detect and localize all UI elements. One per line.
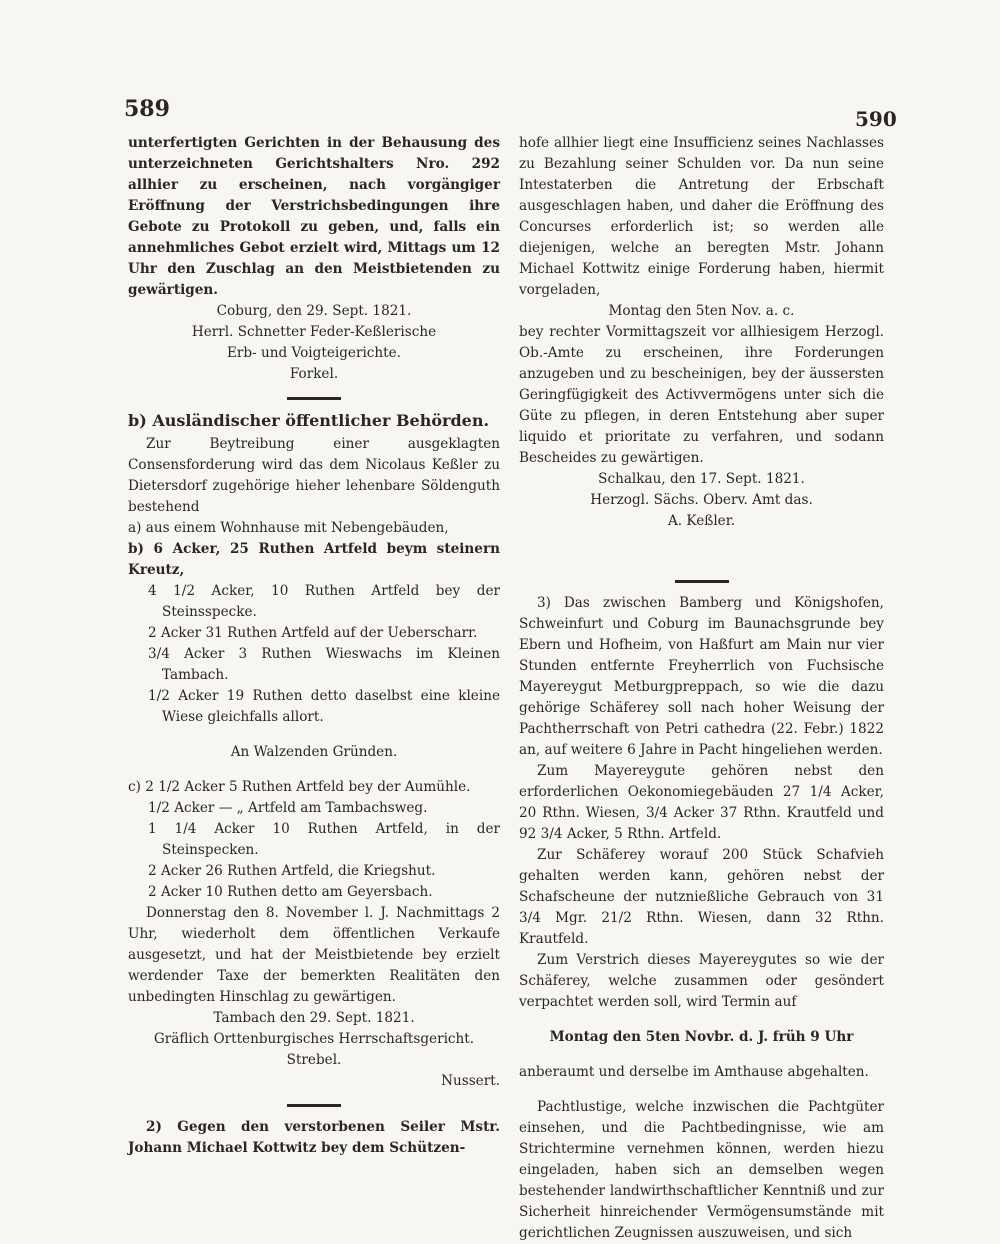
list-item: 1/2 Acker — „ Artfeld am Tambachsweg. [148, 800, 428, 816]
signature-name: Forkel. [289, 366, 339, 382]
subheading: An Walzenden Gründen. [230, 744, 398, 760]
signature-name: Strebel. [286, 1052, 342, 1068]
list-item: 4 1/2 Acker, 10 Ruthen Artfeld bey der Steinsspecke. [148, 583, 500, 620]
notice-paragraph: anberaumt und derselbe im Amthause abgehalten. [519, 1064, 869, 1080]
notice-paragraph: 2) Gegen den verstorbenen Seiler Mstr. Johann Michael Kottwitz bey dem Schützen- [128, 1119, 500, 1156]
right-column [519, 133, 884, 1244]
section-divider [287, 397, 341, 400]
page-number-right: 590 [855, 107, 897, 131]
notice-paragraph: Zur Beytreibung einer ausgeklagten Consensforderung wird das dem Nicolaus Keßler zu Dietersdorf zugehörige hieher lehenbare Söldenguth bestehend [128, 436, 500, 515]
page-number-left: 589 [124, 96, 170, 122]
notice-paragraph: Donnerstag den 8. November l. J. Nachmittags 2 Uhr, wiederholt dem öffentlichen Verkaufe ausgesetzt, und hat der Meistbietende bey erzielt werdender Taxe der bemerkten Realitäten den unbedingten Hinschlag zu gewärtigen. [128, 905, 500, 1005]
paragraph-continuation: unterfertigten Gerichten in der Behausung des unterzeichneten Gerichtshalters Nro. 292 allhier zu erscheinen, nach vorgängiger Eröffnung der Verstrichsbedingungen ihre Gebote zu Protokoll zu geben, und, falls ein annehmliches Gebot erzielt wird, Mittags um 12 Uhr den Zuschlag an den Meistbietenden zu gewärtigen. [128, 135, 500, 298]
signature-authority: Gräflich Orttenburgisches Herrschaftsgericht. [153, 1031, 475, 1047]
list-item: 3/4 Acker 3 Ruthen Wieswachs im Kleinen Tambach. [148, 646, 500, 683]
date-tambach: Tambach den 29. Sept. 1821. [213, 1010, 415, 1026]
date-line: Montag den 5ten Nov. a. c. [608, 303, 795, 319]
paragraph-continuation: hofe allhier liegt eine Insufficienz seines Nachlasses zu Bezahlung seiner Schulden vor. Da nun seine Intestaterben die Antretung der Erbschaft ausgeschlagen haben, und daher die Eröffnung des Concurses erforderlich ist; so werden alle diejenigen, welche an beregten Mstr. Johann Michael Kottwitz einige Forderung haben, hiermit vorgeladen, [519, 135, 884, 298]
date-line: Montag den 5ten Novbr. d. J. früh 9 Uhr [549, 1029, 854, 1045]
section-divider [675, 580, 729, 583]
list-item: 2 Acker 26 Ruthen Artfeld, die Kriegshut. [148, 863, 436, 879]
signature-name: A. Keßler. [667, 513, 736, 529]
list-item: c) 2 1/2 Acker 5 Ruthen Artfeld bey der Aumühle. [128, 779, 471, 795]
section-divider [287, 1104, 341, 1107]
list-item: b) 6 Acker, 25 Ruthen Artfeld beym steinern Kreutz, [128, 541, 500, 578]
signature-authority-2: Erb- und Voigteigerichte. [226, 345, 402, 361]
left-column [128, 133, 500, 1159]
list-item: 1 1/4 Acker 10 Ruthen Artfeld, in der Steinspecken. [148, 821, 500, 858]
date-coburg: Coburg, den 29. Sept. 1821. [216, 303, 412, 319]
notice-paragraph: Zur Schäferey worauf 200 Stück Schafvieh gehalten werden kann, gehören nebst der Schafscheune der nutznießliche Gebrauch von 31 3/4 Mgr. 21/2 Rthn. Wiesen, dann 32 Rthn. Krautfeld. [519, 847, 884, 947]
list-item: 2 Acker 10 Ruthen detto am Geyersbach. [148, 884, 433, 900]
date-schalkau: Schalkau, den 17. Sept. 1821. [598, 471, 805, 487]
list-item: a) aus einem Wohnhause mit Nebengebäuden, [128, 520, 449, 536]
signature-authority: Herzogl. Sächs. Oberv. Amt das. [590, 492, 813, 508]
notice-paragraph: Pachtlustige, welche inzwischen die Pachtgüter einsehen, und die Pachtbedingnisse, wie am Strichtermine vernehmen können, werden hiezu eingeladen, haben sich an demselben wegen bestehender landwirthschaftlicher Kenntniß und zur Sicherheit hinreichender Vermögensumstände mit gerichtlichen Zeugnissen auszuweisen, und sich [519, 1099, 884, 1241]
notice-paragraph: 3) Das zwischen Bamberg und Königshofen, Schweinfurt und Coburg im Baunachsgrunde bey Ebern und Hofheim, von Haßfurt am Main nur vier Stunden entfernte Freyherrlich von Fuchsische Mayereygut Metburgpreppach, so wie die dazu gehörige Schäferey soll nach hoher Weisung der Pachtherrschaft von Petri cathedra (22. Febr.) 1822 an, auf weitere 6 Jahre in Pacht hingeliehen werden. [519, 595, 884, 758]
signature-authority: Herrl. Schnetter Feder-Keßlerische [191, 324, 437, 340]
notice-paragraph: bey rechter Vormittagszeit vor allhiesigem Herzogl. Ob.-Amte zu erscheinen, ihre Forderungen anzugeben und zu bescheinigen, bey der äussersten Geringfügigkeit des Activvermögens unter sich die Güte zu pflegen, in deren Entstehung aber super liquido et prioritate zu verfahren, und sodann Bescheides zu gewärtigen. [519, 324, 884, 466]
signature-name: Nussert. [441, 1073, 500, 1089]
notice-paragraph: Zum Mayereygute gehören nebst den erforderlichen Oekonomiegebäuden 27 1/4 Acker, 20 Rthn. Wiesen, 3/4 Acker 37 Rthn. Krautfeld und 92 3/4 Acker, 5 Rthn. Artfeld. [519, 763, 884, 842]
notice-paragraph: Zum Verstrich dieses Mayereygutes so wie der Schäferey, welche zusammen oder gesöndert verpachtet werden soll, wird Termin auf [519, 952, 884, 1010]
section-heading: b) Ausländischer öffentlicher Behörden. [128, 411, 490, 430]
list-item: 2 Acker 31 Ruthen Artfeld auf der Ueberscharr. [148, 625, 478, 641]
list-item: 1/2 Acker 19 Ruthen detto daselbst eine kleine Wiese gleichfalls allort. [148, 688, 500, 725]
